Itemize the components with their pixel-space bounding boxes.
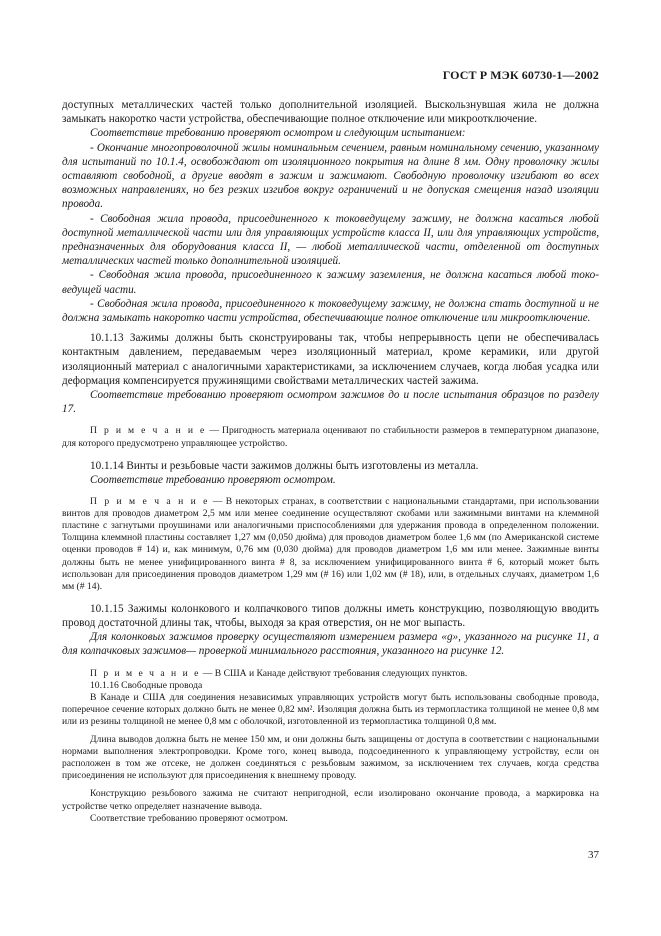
- standard-header: ГОСТ Р МЭК 60730-1—2002: [442, 68, 599, 82]
- note-label: П р и м е ч а н и е: [90, 425, 207, 437]
- clause-10-1-15: 10.1.15 Зажимы колонкового и колпачкового типов должны иметь конструкцию, позволяющую вводить провод достаточной длины так, чтобы, выходя за края отверстия, он не мог выпасть.: [62, 602, 599, 630]
- page-number: 37: [588, 849, 599, 861]
- note-text: — Пригодность материала оценивают по стабильности размеров в температурном диапазоне, для которого предусмотрено управляющее устройство.: [62, 425, 599, 449]
- note-screws: [62, 496, 599, 593]
- clause-10-1-13: 10.1.13 Зажимы должны быть сконструированы так, чтобы непрерывность цепи не обеспечивалась контактным давлением, передаваемым через изоляционный материал, кроме керамики, или другой изоляционный материал с аналогичными характеристиками, за исключением случаев, когда любая усадка или деформация компенсируется пружинящими свойствами металлических частей зажима.: [62, 332, 599, 387]
- test-requirement-earth-terminal: - Свободная жила провода, присоединенного к зажиму заземления, не должна касаться любой токоведущей части.: [62, 269, 599, 296]
- test-requirement-live-terminal: - Свободная жила провода, присоединенного к токоведущему зажиму, не должна касаться любой доступной металлической части или для управляющих устройств класса II, или для управляющих устройств, предназначенных для оборудования класса II, — любой металлической части, отделенной от доступных металлических частей только дополнительной изоляцией.: [62, 212, 599, 268]
- lead-length-text: Длина выводов должна быть не менее 150 мм, и они должны быть защищены от доступа в соответствии с национальными нормами выполнения электропроводки. Кроме того, конец вывода, подсоединенного к управляющему устройству, если он расположен в том же отсеке, не должен соединяться с резьбовым зажимом, за исключением тех случаев, когда средства присоединения не используют для присоединения к внешнему проводу.: [62, 734, 599, 782]
- note-text: — В некоторых странах, в соответствии с национальными стандартами, при использовании винтов для проводов диаметром 2,5 мм или менее соединение осуществляют скобами или зажимными винтами на клеммной пластине с загнутыми проушинами или аналогичными приспособлениями для удержания провода в определенном положении. Толщина клеммной пластины составляет 1,27 мм (0,050 дюйма) для проводов диаметром более 1,6 мм (по Американской системе оценки проводов # 14) и, как минимум, 0,76 мм (0,030 дюйма) для проводов диаметром 1,6 мм или менее. Зажимные винты должны быть не менее унифицированного винта # 8, за исключением унифицированного винта # 6, который может быть использован для присоединения проводов диаметром 1,29 мм (# 16) или 1,02 мм (# 18), или, в отдельных случаях, диаметром 1,6 мм (# 14).: [62, 496, 599, 592]
- final-compliance: Соответствие требованию проверяют осмотром.: [90, 812, 288, 824]
- note-material: [62, 425, 599, 449]
- test-requirement-disconnection: - Свободная жила провода, присоединенного к токоведущему зажиму, не должна стать доступной и не должна замыкать накоротко части устройства, обеспечивающие полное отключение или микроотключение.: [62, 297, 599, 325]
- clause-10-1-16-title: 10.1.16 Свободные провода: [90, 679, 203, 691]
- page-content: [62, 98, 599, 825]
- test-procedure: - Окончание многопроволочной жилы номинальным сечением, равным номинальному сечению, указанному для испытаний по 10.1.4, освобождают от изоляционного покрытия на длине 8 мм. Одну проволочку жилы оставляют свободной, а другие вводят в зажим и зажимают. Свободную проволочку изгибают во всех возможных направлениях, но без резких изгибов вокруг ограничений и не допуская смещения назад изоляции провода.: [62, 141, 599, 211]
- clause-10-1-13-compliance: Соответствие требованию проверяют осмотром зажимов до и после испытания образцов по разделу 17.: [62, 389, 599, 416]
- note-label: П р и м е ч а н и е: [90, 667, 201, 679]
- note-text: — В США и Канаде действуют требования следующих пунктов.: [200, 667, 468, 679]
- clause-10-1-15-compliance: Для колонковых зажимов проверку осуществляют измерением размера «g», указанного на рисунке 11, а для колпачковых зажимов— проверкой минимального расстояния, указанного на рисунке 12.: [62, 631, 599, 658]
- clause-10-1-14-compliance: Соответствие требованию проверяют осмотром.: [90, 473, 336, 486]
- screw-terminal-text: Конструкцию резьбового зажима не считают непригодной, если изолировано окончание провода, а маркировка на устройстве четко определяет назначение вывода.: [62, 788, 599, 812]
- clause-10-1-14: 10.1.14 Винты и резьбовые части зажимов должны быть изготовлены из металла.: [90, 459, 479, 472]
- compliance-check: Соответствие требованию проверяют осмотром и следующим испытанием:: [90, 127, 466, 140]
- paragraph-continuation: доступных металлических частей только дополнительной изоляцией. Выскользнувшая жила не должна замыкать накоротко части устройства, обеспечивающие полное отключение или микроотключение.: [62, 99, 599, 126]
- note-usa-canada: [62, 668, 599, 680]
- clause-10-1-16-text: В Канаде и США для соединения независимых управляющих устройств могут быть использованы свободные провода, поперечное сечение которых должно быть не менее 0,82 мм². Изоляция должна быть из термопластика толщиной не менее 0,8 мм или из резины толщиной не менее 0,8 мм с оболочкой, изготовленной из термопластика толщиной 0,8 мм.: [62, 691, 599, 727]
- note-label: П р и м е ч а н и е: [90, 496, 210, 508]
